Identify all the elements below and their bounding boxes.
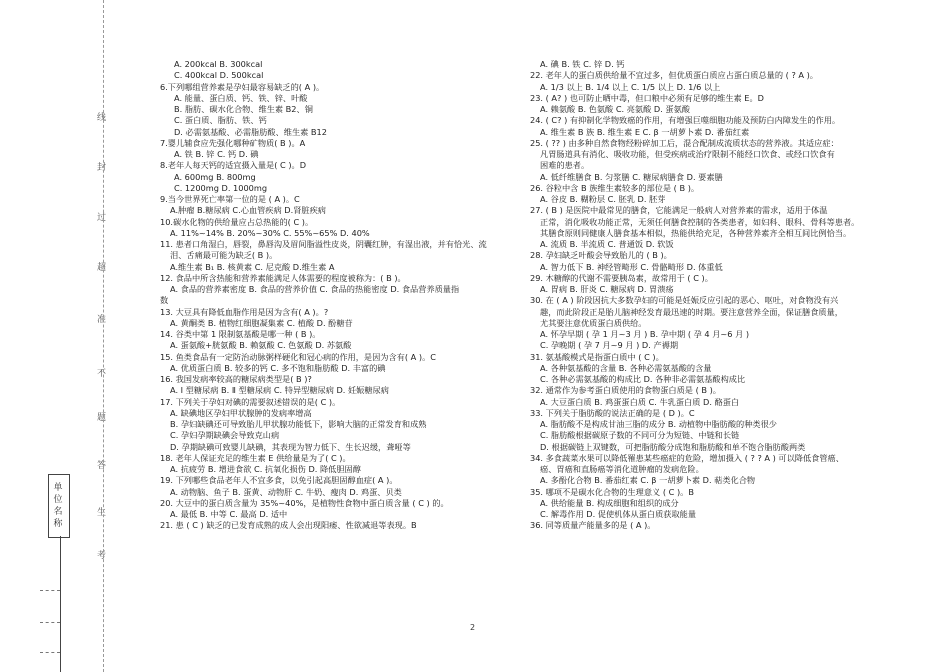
question-line: 20. 大豆中的蛋白质含量为 35%~40%，是植物性食物中蛋白质含量 ( C ) 的。 [160,497,449,508]
unit-name-label: 单位名称 [53,483,63,529]
question-line: 35. 哪项不是碳水化合物的生理意义 ( C )。B [530,486,694,497]
question-line: 19. 下列哪些食品老年人不宜多食，以免引起高胆固醇血症( A )。 [160,475,398,486]
question-line: 26. 谷粒中含 B 族维生素较多的部位是 ( B )。 [530,182,700,193]
question-line: C. 孕妇孕期缺碘会导致克山病 [170,430,280,441]
margin-char: 封 [97,163,107,173]
question-line: 27. ( B ) 是医院中最常见的膳食，它能满足一般病人对营养素的需求，适用于体温 [530,205,828,216]
left-column [160,59,532,532]
page-number: 2 [470,623,476,632]
question-line: 29. 木糖醇的代谢不需要胰岛素，故常用于 ( C )。 [530,272,713,283]
question-line: 24. ( C? ) 有抑制化学物致癌的作用，有增强巨噬细胞功能及预防白内障发生的作用。 [530,115,841,126]
question-line: 28. 孕妇缺乏叶酸会导致胎儿的 ( B )。 [530,250,672,261]
question-line: 其膳食原则同健康人膳食基本相似，热能供给充足，各种营养素齐全相互间比例恰当。 [540,227,852,238]
margin-char: 过 [97,213,107,223]
binding-margin [0,0,120,672]
question-line: A. 1/3 以上 B. 1/4 以上 C. 1/5 以上 D. 1/6 以上 [540,81,721,92]
question-line: C. 脂肪酸根据碳原子数的不同可分为短链、中链和长链 [540,430,740,441]
question-line: A. 最低 B. 中等 C. 最高 D. 适中 [170,509,288,519]
question-line: A. 食品的营养素密度 B. 食品的营养价值 C. 食品的热能密度 D. 食品营养质量指 [170,284,460,294]
unit-name-rule [60,536,61,672]
question-line: A. 脂肪酸不是构成甘油三脂的成分 B. 动植物中脂肪酸的种类很少 [540,419,777,429]
question-line: 9.当今世界死亡率第一位的是 ( A )。C [160,194,300,204]
question-line: A. 蛋氨酸+胱氨酸 B. 赖氨酸 C. 色氨酸 D. 苏氨酸 [170,340,352,351]
question-line: A.肿瘤 B.糖尿病 C.心血管疾病 D.肾脏疾病 [170,205,326,216]
question-line: A. 智力低下 B. 神经管畸形 C. 骨骼畸形 D. 体重低 [540,261,723,272]
question-line: A. 能量、蛋白质、钙、铁、锌、叶酸 [174,92,308,103]
question-line: 21. 患 ( C ) 缺乏的已发育成熟的成人会出现阳痿、性欲减退等表现。B [160,520,417,531]
right-column [530,59,940,532]
margin-tick [40,652,60,653]
margin-char: 超 [97,263,107,273]
question-line: 6.下列哪组营养素是孕妇最容易缺乏的( A )。 [160,81,325,92]
question-line: 泪、舌痛最可能为缺乏( B )。 [170,250,278,261]
question-line: 趣，而此阶段正是胎儿脑神经发育最迅速的时期。要注意营养全面，保证膳食质量， [540,306,843,317]
question-line: D. 必需氨基酸、必需脂肪酸、维生素 B12 [174,126,327,137]
question-line: C. 400kcal D. 500kcal [174,70,264,81]
question-line: A. Ⅰ 型糖尿病 B. Ⅱ 型糖尿病 C. 特异型糖尿病 D. 妊娠糖尿病 [170,385,389,396]
question-line: B. 脂肪、碳水化合物、维生素 B2、铜 [174,104,313,114]
question-line: A. 赖氨酸 B. 色氨酸 C. 亮氨酸 D. 蛋氨酸 [540,104,690,114]
question-line: A. 11%~14% B. 20%~30% C. 55%~65% D. 40% [170,227,370,238]
question-line: 34. 多食蔬菜水果可以降低罹患某些癌症的危险，增加摄入 ( ? ? A ) 可以降低食管癌、 [530,452,844,463]
question-line: C. 孕晚期 ( 孕 7 月~9 月 ) D. 产褥期 [540,340,679,351]
question-line: 尤其要注意优质蛋白质供给。 [540,317,647,328]
question-line: 13. 大豆具有降低血脂作用是因为含有( A )。? [160,306,329,317]
margin-char: 生 [97,508,107,518]
question-line: 数 [160,295,169,306]
question-line: 18. 老年人保证充足的维生素 E 供给量是为了( C )。 [160,452,351,463]
question-line: 17. 下列关于孕妇对碘的需要叙述错误的是( C )。 [160,396,341,407]
margin-char: 考 [97,551,107,561]
question-line: C. 蛋白质、脂肪、铁、钙 [174,115,267,126]
question-line: A. 黄酮类 B. 植物红细胞凝集素 C. 植酸 D. 酚糖苷 [170,317,353,328]
question-line: A. 流质 B. 半流质 C. 普通饭 D. 软饭 [540,239,674,249]
question-line: A. 各种氨基酸的含量 B. 各种必需氨基酸的含量 [540,362,712,373]
question-line: A. 碘 B. 铁 C. 锌 D. 钙 [540,59,625,69]
question-line: A. 动物脑、鱼子 B. 蛋黄、动物肝 C. 牛奶、瘦肉 D. 鸡蛋、贝类 [170,486,402,497]
question-line: 8.老年人每天钙的适宜摄入量是( C )。D [160,160,307,171]
question-line: 30. 在 ( A ) 阶段因抗大多数孕妇的可能是妊娠反应引起的恶心、呕吐，对食物没有兴 [530,295,839,306]
question-line: A. 200kcal B. 300kcal [174,59,263,69]
question-line: A. 抗疲劳 B. 增进食欲 C. 抗氧化损伤 D. 降低胆固醇 [170,464,361,474]
question-line: 11. 患者口角湿白，唇裂，鼻唇沟及眉间脂溢性皮炎，阴囊红肿，有湿出液，并有恰光、流 [160,239,487,249]
margin-tick [40,590,60,591]
question-line: 36. 同等质量产能量多的是 ( A )。 [530,520,656,531]
question-line: 12. 食品中所含热能和营养素能满足人体需要的程度被称为：( B )。 [160,272,406,283]
margin-tick [40,622,60,623]
question-line: C. 1200mg D. 1000mg [174,182,268,193]
question-line: 22. 老年人的蛋白质供给量不宜过多，但优质蛋白质应占蛋白质总量的 ( ? A )。 [530,70,818,81]
question-line: 16. 我国发病率较高的糖尿病类型是( B )? [160,374,312,384]
question-line: 25. ( ?? ) 由多种自然食物经粉碎加工后，混合配制成流质状态的营养液。其适应症： [530,137,839,148]
question-line: B. 孕妇缺碘还可导致胎儿甲状腺功能低下，影响大脑的正常发育和成熟 [170,419,427,429]
question-line: C. 解毒作用 D. 促使机体从蛋白质获取能量 [540,509,697,519]
margin-char: 准 [97,315,107,325]
question-line: A. 缺碘地区孕妇甲状腺肿的发病率增高 [170,407,312,418]
question-line: 凡胃肠道具有消化、吸收功能，但受疾病或治疗限制不能经口饮食、或经口饮食有 [540,149,835,159]
margin-char: 题 [97,413,107,423]
question-line: 23. ( A? ) 也可防止晒中毒，但口粮中必须有足够的维生素 E。D [530,92,764,103]
margin-char: 答 [97,461,107,471]
question-line: A. 胃病 B. 肝炎 C. 糖尿病 D. 胃溃疡 [540,284,674,294]
question-line: A. 多酚化合物 B. 番茄红素 C. β 一胡萝卜素 D. 萜类化合物 [540,475,756,486]
question-line: A. 怀孕早期 ( 孕 1 月~3 月 ) B. 孕中期 ( 孕 4 月~6 月 ) [540,329,750,339]
question-line: A. 供给能量 B. 构成细胞和组织的成分 [540,497,679,508]
question-line: 31. 氨基酸模式是指蛋白质中 ( C )。 [530,351,664,362]
question-line: 14. 谷类中第 1 限制氨基酸是哪一种 ( B )。 [160,329,321,339]
question-line: A. 铁 B. 锌 C. 钙 D. 碘 [174,149,259,159]
question-line: 正常，消化吸收功能正常，无须任何膳食控制的各类患者，如妇科、眼科、骨科等患者。 [540,216,860,227]
question-line: A. 谷皮 B. 糊粉层 C. 胚乳 D. 胚芽 [540,194,666,204]
margin-char: 线 [97,113,107,123]
fold-line [103,0,104,672]
question-line: A. 大豆蛋白质 B. 鸡蛋蛋白质 C. 牛乳蛋白质 D. 酪蛋白 [540,396,740,407]
question-line: 癌、胃癌和直肠癌等消化道肿瘤的发病危险。 [540,464,704,474]
question-line: 32. 通常作为参考蛋白质使用的食物蛋白质是 ( B )。 [530,385,721,396]
question-line: 15. 鱼类食品有一定防治动脉粥样硬化和冠心病的作用，是因为含有( A )。C [160,351,436,362]
question-line: C. 各种必需氨基酸的构成比 D. 各种非必需氨基酸构成比 [540,374,746,384]
question-line: D. 根据碳链上双键数，可把脂肪酸分成饱和脂肪酸和单不饱合脂肪酸两类 [540,441,806,452]
question-line: 33. 下列关于脂肪酸的说法正确的是 ( D )。C [530,407,695,418]
question-line: 困难的患者。 [540,160,590,171]
question-line: A.维生素 B₁ B. 核黄素 C. 尼克酸 D.维生素 A [170,261,335,272]
question-line: 7.婴儿辅食应先强化哪种矿物质( B )。A [160,137,306,148]
question-line: A. 600mg B. 800mg [174,171,256,182]
question-line: A. 低纤维膳食 B. 匀浆膳 C. 糖尿病膳食 D. 要素膳 [540,171,723,182]
question-line: A. 优质蛋白质 B. 较多的钙 C. 多不饱和脂肪酸 D. 丰富的碘 [170,362,386,373]
question-line: 10.碳水化物的供给量应占总热能的( C )。 [160,216,314,227]
margin-char: 不 [97,369,107,379]
question-line: D. 孕期缺碘可致婴儿缺碘，其表现为智力低下、生长迟缓，聋哑等 [170,441,411,452]
question-line: A. 维生素 B 族 B. 维生素 E C. β 一胡萝卜素 D. 番茄红素 [540,126,750,137]
